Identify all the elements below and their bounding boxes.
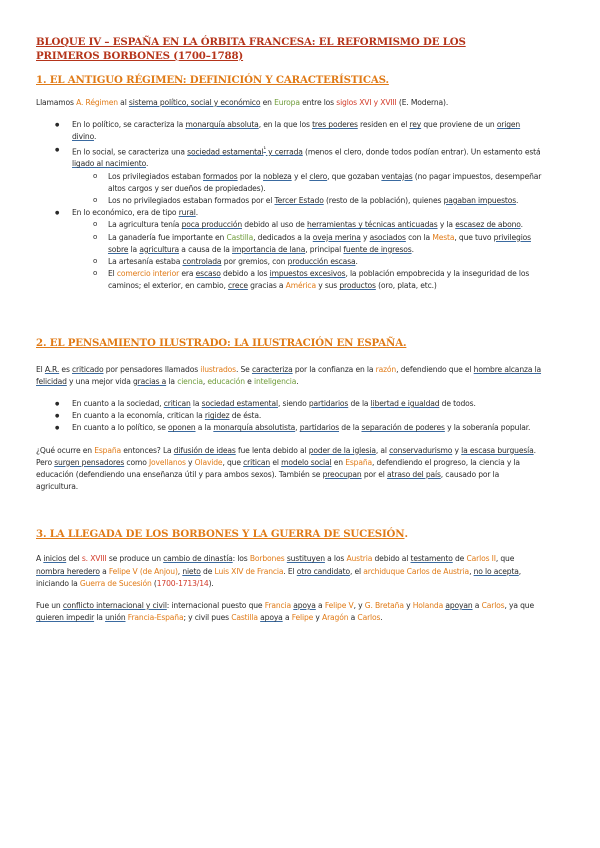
s1-sub-trade: o El comercio interior era escaso debido a los impuestos excesivos, la población empobrecida y la inseguridad de los caminos; el exterior, en cambio, crece gracias a América y sus productos (oro, plata, etc.) (108, 268, 542, 292)
section-2-heading: 2. EL PENSAMIENTO ILUSTRADO: LA ILUSTRACIÓN EN ESPAÑA. (36, 336, 407, 349)
s1-item-politics: ● En lo político, se caracteriza la monarquía absoluta, en la que los tres poderes residen en el rey que proviene de un origen divino. (72, 119, 542, 143)
s2-spain-paragraph: ¿Qué ocurre en España entonces? La difusión de ideas fue lenta debido al poder de la iglesia, al conservadurismo y la escasa burguesía. Pero surgen pensadores como Jovellanos y Olavide, que critican el modelo social en España, defendiendo el progreso, la ciencia y la educación (defendiendo una enseñanza útil y para ambos sexos). También se preocupan por el atraso del país, causado por la agricultura. (36, 445, 536, 492)
s1-sub-livestock: o La ganadería fue importante en Castilla, dedicados a la oveja merina y asociados con la Mesta, que tuvo privilegios sobre la agricultura a causa de la importancia de lana, principal fuente de ingresos. (108, 232, 542, 256)
s1-sub-privileged: o Los privilegiados estaban formados por la nobleza y el clero, que gozaban ventajas (no pagar impuestos, desempeñar altos cargos y ser dueños de propiedades). (108, 171, 542, 195)
s3-paragraph-1: A inicios del s. XVIII se produce un cambio de dinastía: los Borbones sustituyen a los Austria debido al testamento de Carlos II, que nombra heredero a Felipe V (de Anjou), nieto de Luis XIV de Francia. El otro candidato, el archiduque Carlos de Austria, no lo acepta, iniciando la Guerra de Sucesión (1700-1713/14). (36, 554, 522, 588)
s2-intro: El A.R. es criticado por pensadores llamados ilustrados. Se caracteriza por la confianza en la razón, defendiendo que el hombre alcanza la felicidad y una mejor vida gracias a la ciencia, educación e inteligencia. (36, 364, 542, 386)
section-3-heading: 3. LA LLEGADA DE LOS BORBONES Y LA GUERRA DE SUCESIÓN. (36, 528, 408, 541)
s1-item-economy: ● En lo económico, era de tipo rural. o La agricultura tenía poca producción debido al uso de herramientas y técnicas anticuadas y la escasez de abono. o La ganadería fue importante en Castilla, dedicados a la oveja merina y asociados con la Mesta, que tuvo privilegios sobre la agricultura a causa de la importancia de lana, principal fuente de ingresos. o La artesanía estaba controlada por gremios, con producción escasa. o El comercio interior era escaso debido a los impuestos excesivos, la población empobrecida y la inseguridad de los caminos; el exterior, en cambio, crece gracias a América y sus productos (oro, plata, etc.) (72, 207, 542, 292)
s3-paragraph-2: Fue un conflicto internacional y civil: internacional puesto que Francia apoya a Felipe V, y G. Bretaña y Holanda apoyan a Carlos, ya que quieren impedir la unión Francia-España; y civil pues Castilla apoya a Felipe y Aragón a Carlos. (36, 601, 534, 623)
s1-intro: Llamamos A. Régimen al sistema político, social y económico en Europa entre los siglos XVI y XVIII (E. Moderna). (36, 98, 449, 107)
s2-item-politics: ● En cuanto a lo político, se oponen a la monarquía absolutista, partidarios de la separación de poderes y la soberanía popular. (72, 422, 542, 434)
s1-item-society: ● En lo social, se caracteriza una sociedad estamental$^{^1}$ y cerrada (menos el clero, donde todos podían entrar). Un estamento está ligado al nacimiento. o Los privilegiados estaban formados por la nobleza y el clero, que gozaban ventajas (no pagar impuestos, desempeñar altos cargos y ser dueños de propiedades). o Los no privilegiados estaban formados por el Tercer Estado (resto de la población), quienes pagaban impuestos. (72, 144, 542, 208)
s1-sub-non-privileged: o Los no privilegiados estaban formados por el Tercer Estado (resto de la población), quienes pagaban impuestos. (108, 195, 542, 207)
s2-item-economy: ● En cuanto a la economía, critican la rigidez de ésta. (72, 410, 542, 422)
section-1-heading: 1. EL ANTIGUO RÉGIMEN: DEFINICIÓN Y CARACTERÍSTICAS. (36, 74, 389, 86)
footnote-mark: ¹ (263, 145, 266, 153)
s2-list (36, 398, 542, 435)
s1-sub-agriculture: o La agricultura tenía poca producción debido al uso de herramientas y técnicas anticuadas y la escasez de abono. (108, 219, 542, 231)
s1-sub-crafts: o La artesanía estaba controlada por gremios, con producción escasa. (108, 256, 542, 268)
s2-item-society: ● En cuanto a la sociedad, critican la sociedad estamental, siendo partidarios de la libertad e igualdad de todos. (72, 398, 542, 410)
document-title: BLOQUE IV – ESPAÑA EN LA ÓRBITA FRANCESA: EL REFORMISMO DE LOS PRIMEROS BORBONES (1700–1788) (36, 36, 466, 62)
s1-list (36, 119, 542, 292)
